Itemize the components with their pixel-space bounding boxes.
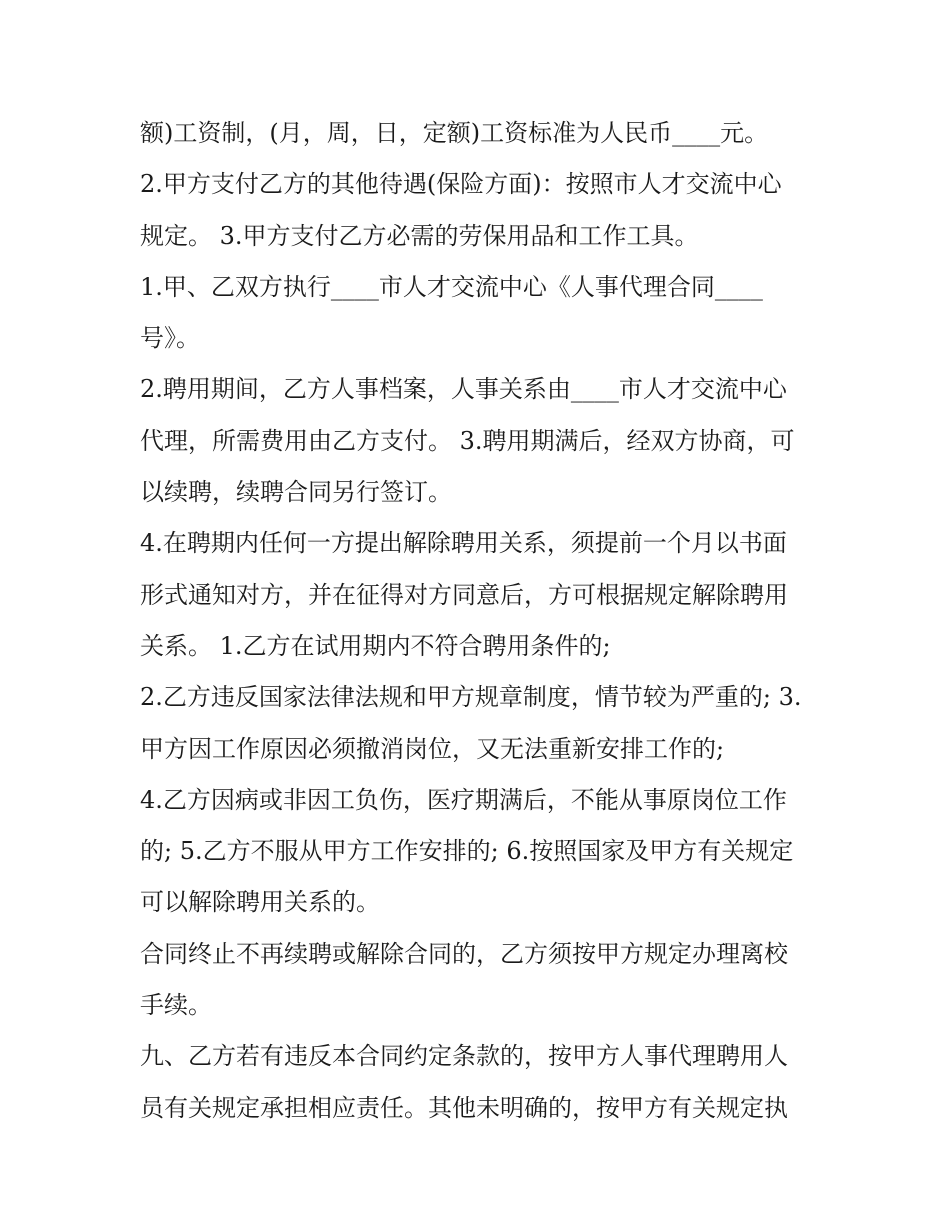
text-line-10: 形式通知对方，并在征得对方同意后，方可根据规定解除聘用 [140, 580, 788, 609]
contract-text [140, 108, 830, 1134]
text-line-18: 手续。 [140, 991, 212, 1020]
text-line-11: 关系。 1.乙方在试用期内不符合聘用条件的; [140, 631, 611, 660]
text-line-8: 以续聘，续聘合同另行签订。 [140, 478, 452, 507]
text-line-19: 九、乙方若有违反本合同约定条款的，按甲方人事代理聘用人 [140, 1042, 788, 1071]
text-line-9: 4.在聘期内任何一方提出解除聘用关系，须提前一个月以书面 [140, 529, 787, 558]
text-line-3: 规定。 3.甲方支付乙方必需的劳保用品和工作工具。 [140, 221, 699, 250]
text-line-6: 2.聘用期间，乙方人事档案，人事关系由____市人才交流中心 [140, 375, 787, 404]
text-line-17: 合同终止不再续聘或解除合同的，乙方须按甲方规定办理离校 [140, 939, 788, 968]
text-line-15: 的; 5.乙方不服从甲方工作安排的; 6.按照国家及甲方有关规定 [140, 837, 794, 866]
text-line-20: 员有关规定承担相应责任。其他未明确的，按甲方有关规定执 [140, 1093, 788, 1122]
text-line-2: 2.甲方支付乙方的其他待遇(保险方面)：按照市人才交流中心 [140, 170, 782, 199]
text-line-7: 代理，所需费用由乙方支付。 3.聘用期满后，经双方协商，可 [140, 426, 795, 455]
text-line-13: 甲方因工作原因必须撤消岗位，又无法重新安排工作的; [140, 734, 725, 763]
text-line-16: 可以解除聘用关系的。 [140, 888, 380, 917]
text-line-14: 4.乙方因病或非因工负伤，医疗期满后，不能从事原岗位工作 [140, 785, 787, 814]
text-line-12: 2.乙方违反国家法律法规和甲方规章制度，情节较为严重的; 3. [140, 683, 802, 712]
text-line-4: 1.甲、乙双方执行____市人才交流中心《人事代理合同____ [140, 272, 763, 301]
text-line-1: 额)工资制，(月，周，日，定额)工资标准为人民币____元。 [140, 119, 769, 147]
text-line-5: 号》。 [140, 324, 200, 353]
